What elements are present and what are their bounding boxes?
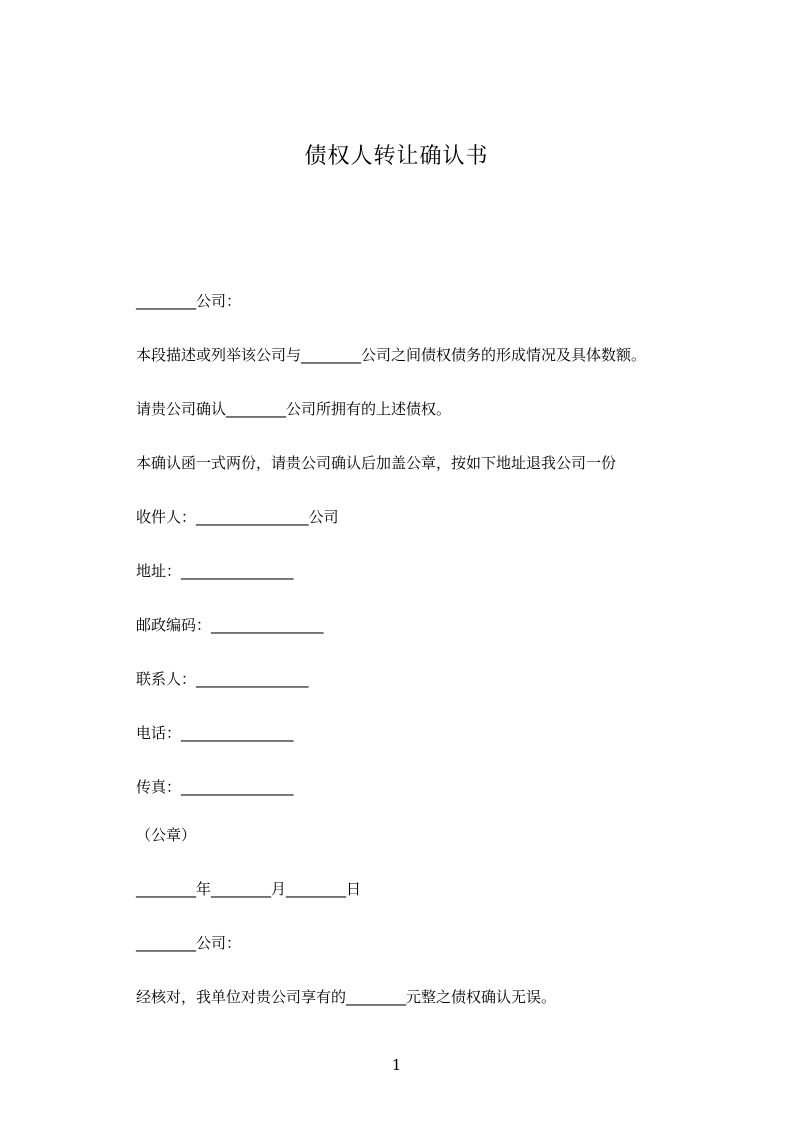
contact-person-field: 联系人：_______________: [136, 670, 309, 688]
recipient-field: 收件人：_______________公司: [136, 508, 339, 526]
confirmation-statement: 经核对，我单位对贵公司享有的________元整之债权确认无误。: [136, 988, 557, 1006]
phone-field: 电话：_______________: [136, 724, 294, 742]
addressee-line: ________公司：: [136, 292, 242, 310]
date-line: ________年________月________日: [136, 880, 362, 898]
document-title: 债权人转让确认书: [304, 144, 489, 169]
reply-addressee-line: ________公司：: [136, 934, 242, 952]
seal-label: （公章）: [136, 826, 197, 844]
address-field: 地址：_______________: [136, 562, 294, 580]
fax-field: 传真：_______________: [136, 778, 294, 796]
confirm-request-line: 请贵公司确认________公司所拥有的上述债权。: [136, 400, 452, 418]
page-number: 1: [391, 1056, 402, 1074]
copies-instruction: 本确认函一式两份，请贵公司确认后加盖公章，按如下地址退我公司一份: [136, 454, 617, 472]
postal-code-field: 邮政编码：_______________: [136, 616, 324, 634]
description-paragraph: 本段描述或列举该公司与________公司之间债权债务的形成情况及具体数额。: [136, 346, 647, 364]
